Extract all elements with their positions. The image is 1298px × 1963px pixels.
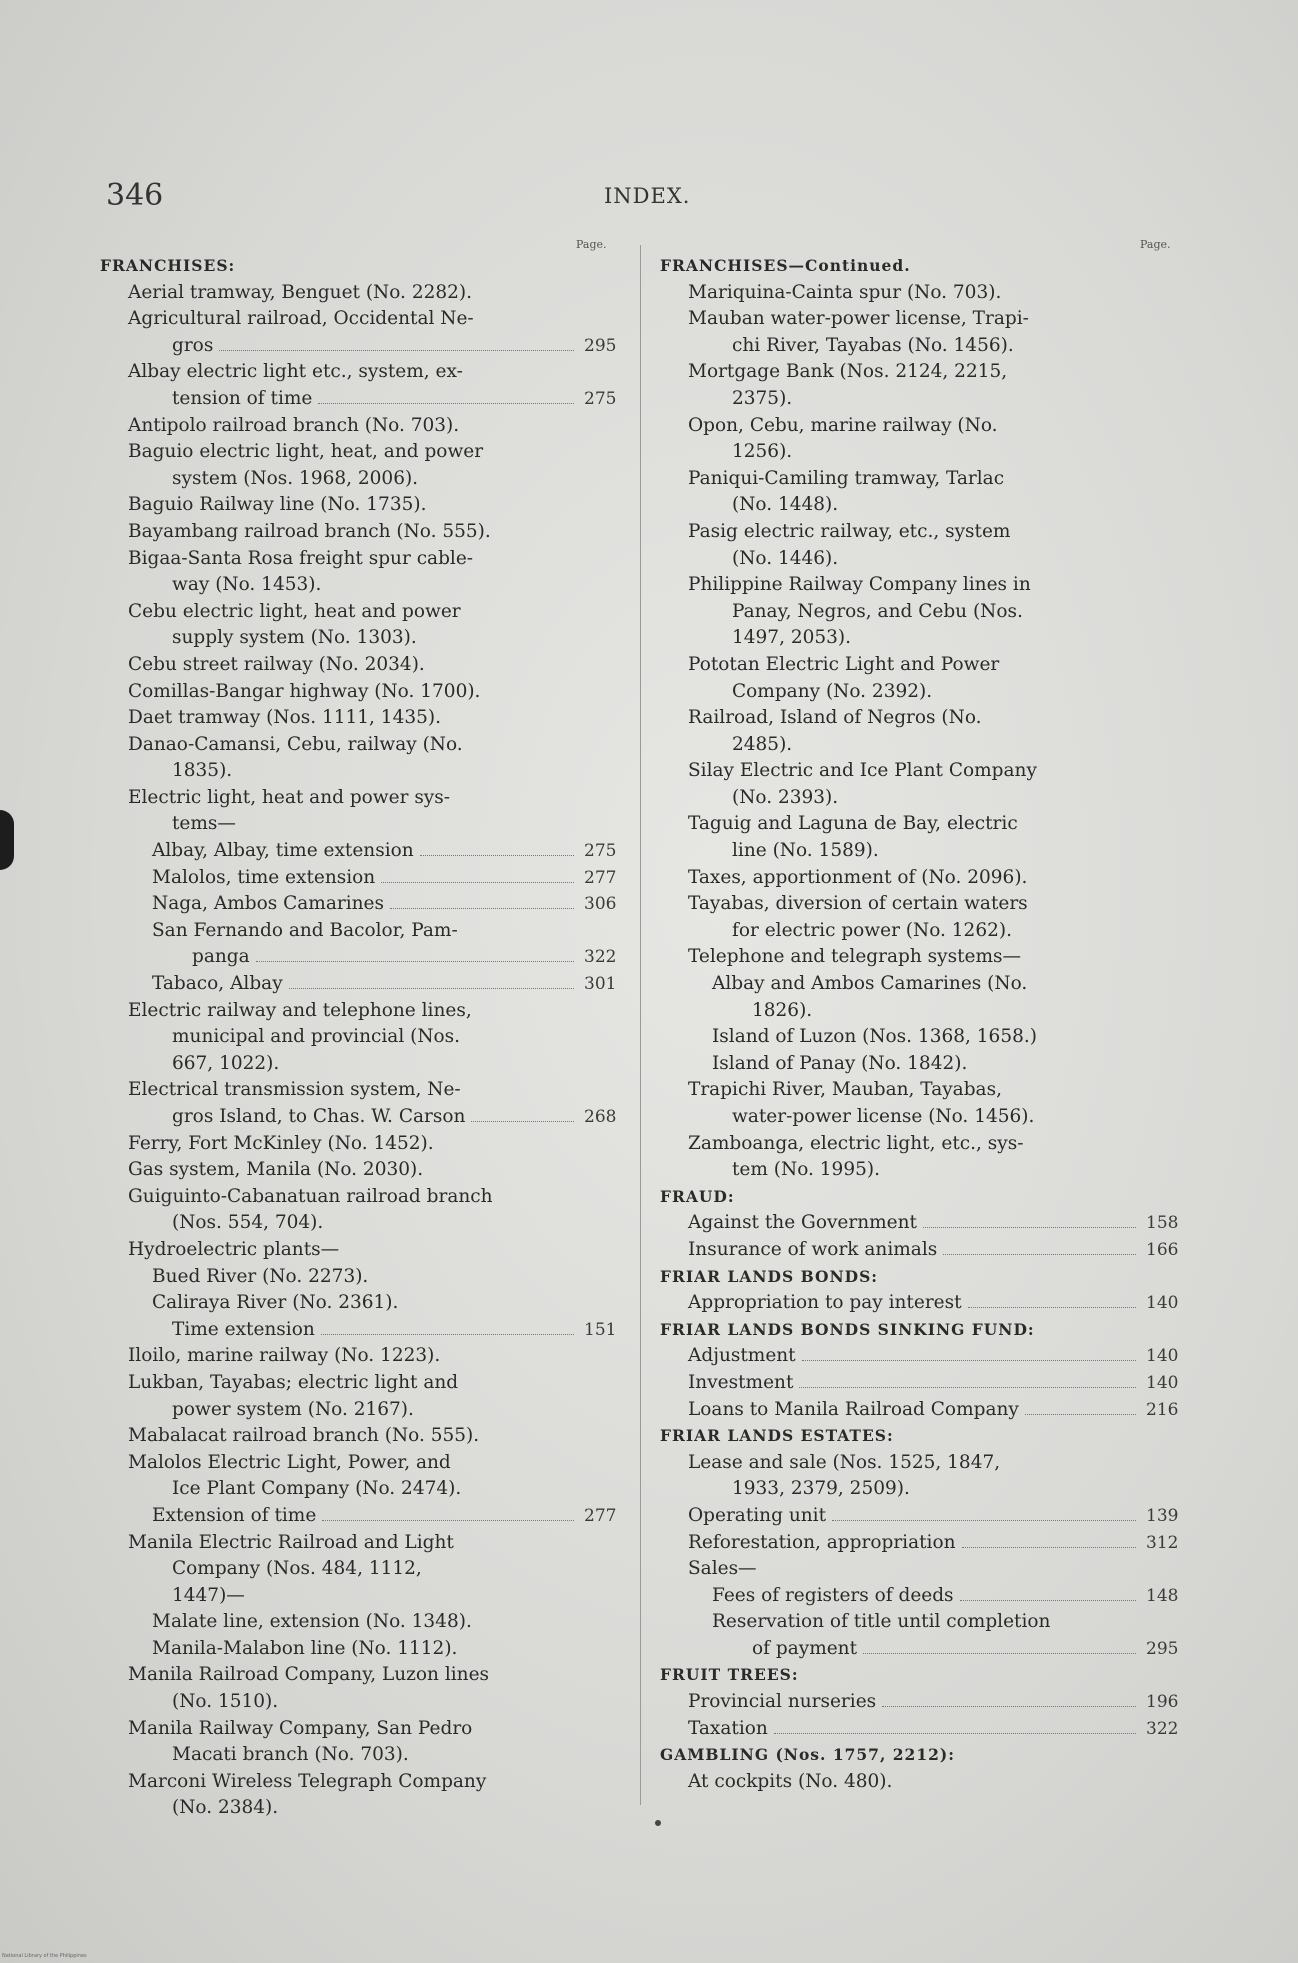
entry-text: Electric railway and telephone lines, xyxy=(128,999,472,1021)
index-entry xyxy=(660,1583,1190,1610)
entry-text: Ice Plant Company (No. 2474). xyxy=(172,1478,462,1500)
index-entry xyxy=(100,625,630,652)
index-entry xyxy=(660,865,1190,892)
index-heading xyxy=(660,1423,1190,1450)
entry-text: Agricultural railroad, Occidental Ne- xyxy=(128,308,474,330)
entry-text: Reservation of title until completion xyxy=(712,1611,1051,1633)
entry-text: Investment xyxy=(688,1371,794,1393)
index-entry xyxy=(660,546,1190,573)
leader-dots xyxy=(471,1120,574,1122)
index-entry xyxy=(660,599,1190,626)
leader-dots xyxy=(390,907,574,909)
index-entry xyxy=(660,492,1190,519)
entry-text: (No. 1448). xyxy=(732,494,839,516)
index-entry xyxy=(100,1662,630,1689)
entry-text: Tayabas, diversion of certain waters xyxy=(688,893,1028,915)
index-entry xyxy=(100,1370,630,1397)
index-heading xyxy=(660,1317,1190,1344)
page-ref: 275 xyxy=(584,388,617,409)
entry-text: Albay, Albay, time extension xyxy=(152,840,414,862)
entry-text: 1835). xyxy=(172,760,233,782)
index-entry xyxy=(100,1290,630,1317)
entry-text: Taguig and Laguna de Bay, electric xyxy=(688,813,1018,835)
index-entry xyxy=(100,1343,630,1370)
index-entry xyxy=(660,1210,1190,1237)
entry-text: Antipolo railroad branch (No. 703). xyxy=(128,414,460,436)
page-ref: 196 xyxy=(1146,1692,1179,1713)
index-entry xyxy=(100,413,630,440)
entry-text: 667, 1022). xyxy=(172,1052,280,1074)
leader-dots xyxy=(256,960,574,962)
index-entry xyxy=(100,1742,630,1769)
entry-text: Bayambang railroad branch (No. 555). xyxy=(128,520,491,542)
index-entry xyxy=(660,652,1190,679)
entry-text: Daet tramway (Nos. 1111, 1435). xyxy=(128,707,441,729)
index-entry xyxy=(660,1716,1190,1743)
index-entry xyxy=(100,944,630,971)
entry-text: FRIAR LANDS BONDS SINKING FUND: xyxy=(660,1319,1035,1339)
page-ref: 268 xyxy=(584,1107,617,1127)
entry-text: FRUIT TREES: xyxy=(660,1665,799,1685)
entry-text: Lukban, Tayabas; electric light and xyxy=(128,1371,459,1393)
entry-text: supply system (No. 1303). xyxy=(172,627,417,649)
index-entry xyxy=(660,466,1190,493)
entry-text: Electric light, heat and power sys- xyxy=(128,786,451,808)
index-entry xyxy=(660,280,1190,307)
page-ref: 140 xyxy=(1146,1293,1179,1314)
leader-dots xyxy=(381,881,574,883)
leader-dots xyxy=(799,1386,1136,1388)
entry-text: gros xyxy=(172,334,214,356)
entry-text: (No. 2393). xyxy=(732,786,839,808)
page-ref: 295 xyxy=(1146,1638,1179,1659)
index-entry xyxy=(660,625,1190,652)
page-ref: 139 xyxy=(1146,1505,1179,1526)
index-entry xyxy=(660,1157,1190,1184)
index-entry xyxy=(100,785,630,812)
scan-smudge xyxy=(0,810,14,870)
entry-text: Lease and sale (Nos. 1525, 1847, xyxy=(688,1451,1001,1473)
index-entry xyxy=(660,359,1190,386)
entry-text: water-power license (No. 1456). xyxy=(732,1106,1035,1127)
entry-text: Fees of registers of deeds xyxy=(712,1584,954,1606)
page-ref: 322 xyxy=(1146,1718,1179,1739)
leader-dots xyxy=(923,1226,1136,1228)
entry-text: tems— xyxy=(172,813,236,835)
index-entry xyxy=(100,1503,630,1530)
entry-text: (No. 1510). xyxy=(172,1691,279,1713)
index-entry xyxy=(100,1264,630,1291)
leader-dots xyxy=(882,1705,1136,1707)
leader-dots xyxy=(219,349,574,351)
entry-text: Trapichi River, Mauban, Tayabas, xyxy=(688,1079,1002,1101)
entry-text: Appropriation to pay interest xyxy=(688,1292,962,1314)
index-entry xyxy=(660,1530,1190,1557)
index-entry xyxy=(660,1636,1190,1663)
entry-text: panga xyxy=(192,946,250,968)
index-entry xyxy=(660,519,1190,546)
index-entry xyxy=(660,1051,1190,1078)
entry-text: chi River, Tayabas (No. 1456). xyxy=(732,334,1014,356)
entry-text: Manila Railroad Company, Luzon lines xyxy=(128,1664,490,1686)
index-entry xyxy=(660,1397,1190,1424)
leader-dots xyxy=(832,1519,1136,1521)
index-entry xyxy=(100,1104,630,1131)
entry-text: Caliraya River (No. 2361). xyxy=(152,1292,399,1314)
index-heading xyxy=(100,253,630,280)
entry-text: Island of Panay (No. 1842). xyxy=(712,1052,968,1074)
index-entry xyxy=(660,413,1190,440)
index-entry xyxy=(100,1051,630,1078)
index-entry xyxy=(660,971,1190,998)
entry-text: Baguio Railway line (No. 1735). xyxy=(128,494,427,516)
entry-text: Naga, Ambos Camarines xyxy=(152,893,384,915)
leader-dots xyxy=(420,854,574,856)
index-entry xyxy=(100,998,630,1025)
index-entry xyxy=(100,679,630,706)
index-entry xyxy=(100,359,630,386)
entry-text: Manila Electric Railroad and Light xyxy=(128,1531,454,1553)
entry-text: 1256). xyxy=(732,441,793,463)
index-entries-left xyxy=(100,253,630,1822)
index-entry xyxy=(660,918,1190,945)
leader-dots xyxy=(863,1652,1136,1654)
leader-dots xyxy=(322,1519,574,1521)
entry-text: Silay Electric and Ice Plant Company xyxy=(688,760,1037,782)
index-entry xyxy=(100,1716,630,1743)
entry-text: Aerial tramway, Benguet (No. 2282). xyxy=(128,281,473,303)
entry-text: for electric power (No. 1262). xyxy=(732,919,1012,941)
entry-text: Manila Railway Company, San Pedro xyxy=(128,1717,473,1739)
index-entry xyxy=(660,1370,1190,1397)
entry-text: Cebu electric light, heat and power xyxy=(128,600,461,622)
index-entry xyxy=(660,1131,1190,1158)
entry-text: Manila-Malabon line (No. 1112). xyxy=(152,1637,458,1659)
entry-text: 1826). xyxy=(752,999,813,1021)
index-entry xyxy=(100,1131,630,1158)
index-entry xyxy=(100,519,630,546)
index-entry xyxy=(100,1317,630,1344)
entry-text: Extension of time xyxy=(152,1504,317,1526)
page-ref: 140 xyxy=(1146,1372,1179,1393)
index-entry xyxy=(660,439,1190,466)
index-entry xyxy=(100,1210,630,1237)
entry-text: Island of Luzon (Nos. 1368, 1658.) xyxy=(712,1026,1037,1048)
leader-dots xyxy=(1025,1413,1136,1415)
entry-text: Philippine Railway Company lines in xyxy=(688,574,1031,596)
entry-text: Malate line, extension (No. 1348). xyxy=(152,1611,472,1633)
running-head: INDEX. xyxy=(604,184,691,208)
entry-text: GAMBLING (Nos. 1757, 2212): xyxy=(660,1745,955,1765)
index-entry xyxy=(660,838,1190,865)
entry-text: FRAUD: xyxy=(660,1186,735,1206)
entry-text: Bigaa-Santa Rosa freight spur cable- xyxy=(128,547,474,569)
page-header xyxy=(0,178,1298,218)
index-entry xyxy=(660,333,1190,360)
page-column-label: Page. xyxy=(576,238,607,251)
entry-text: Time extension xyxy=(172,1318,315,1340)
index-entry xyxy=(100,333,630,360)
index-entry xyxy=(660,1609,1190,1636)
entry-text: FRANCHISES: xyxy=(100,256,236,275)
index-entry xyxy=(100,652,630,679)
entry-text: Telephone and telegraph systems— xyxy=(688,946,1021,968)
entry-text: Electrical transmission system, Ne- xyxy=(128,1079,461,1101)
entry-text: Mabalacat railroad branch (No. 555). xyxy=(128,1425,480,1447)
scan-spot xyxy=(655,1820,661,1826)
leader-dots xyxy=(968,1306,1136,1308)
page-ref: 322 xyxy=(584,947,617,968)
leader-dots xyxy=(289,987,574,989)
index-heading xyxy=(660,1662,1190,1689)
leader-dots xyxy=(321,1333,574,1335)
index-entry xyxy=(660,572,1190,599)
index-entry xyxy=(100,1583,630,1610)
index-entry xyxy=(100,280,630,307)
leader-dots xyxy=(774,1732,1136,1734)
index-entry xyxy=(660,386,1190,413)
entry-text: tem (No. 1995). xyxy=(732,1159,880,1181)
entry-text: FRANCHISES—Continued. xyxy=(660,256,911,275)
index-entry xyxy=(100,758,630,785)
index-entry xyxy=(100,1024,630,1051)
index-entry xyxy=(100,1769,630,1796)
entry-text: FRIAR LANDS BONDS: xyxy=(660,1266,878,1286)
entry-text: Sales— xyxy=(688,1558,757,1580)
entry-text: 1497, 2053). xyxy=(732,627,852,649)
entry-text: Taxation xyxy=(688,1717,768,1739)
index-entry xyxy=(100,865,630,892)
entry-text: Danao-Camansi, Cebu, railway (No. xyxy=(128,733,463,755)
index-entry xyxy=(100,1077,630,1104)
leader-dots xyxy=(960,1599,1136,1601)
entry-text: tension of time xyxy=(172,387,313,409)
page-ref: 277 xyxy=(584,1505,617,1526)
index-entry xyxy=(100,492,630,519)
entry-text: Pototan Electric Light and Power xyxy=(688,653,1000,675)
index-entry xyxy=(100,971,630,998)
index-entry xyxy=(100,1423,630,1450)
page-ref: 275 xyxy=(584,841,617,862)
index-entry xyxy=(100,811,630,838)
index-entry xyxy=(100,1556,630,1583)
page-column-label: Page. xyxy=(1140,238,1171,251)
entry-text: 1933, 2379, 2509). xyxy=(732,1478,910,1500)
entry-text: system (Nos. 1968, 2006). xyxy=(172,467,419,489)
index-entry xyxy=(660,1503,1190,1530)
index-entry xyxy=(100,546,630,573)
entry-text: (No. 2384). xyxy=(172,1797,279,1819)
index-heading xyxy=(660,253,1190,280)
index-entry xyxy=(100,386,630,413)
column-divider xyxy=(640,245,641,1805)
index-entry xyxy=(100,891,630,918)
entry-text: Company (No. 2392). xyxy=(732,680,933,702)
index-entry xyxy=(660,732,1190,759)
index-heading xyxy=(660,1184,1190,1211)
index-entry xyxy=(660,705,1190,732)
index-entry xyxy=(100,838,630,865)
page-ref: 295 xyxy=(584,335,617,356)
index-entry xyxy=(100,1237,630,1264)
entry-text: way (No. 1453). xyxy=(172,574,322,596)
entry-text: municipal and provincial (Nos. xyxy=(172,1026,461,1048)
entry-text: Cebu street railway (No. 2034). xyxy=(128,653,425,675)
entry-text: Reforestation, appropriation xyxy=(688,1531,956,1553)
index-entry xyxy=(100,1450,630,1477)
entry-text: Insurance of work animals xyxy=(688,1238,938,1260)
index-entry xyxy=(100,918,630,945)
entry-text: Iloilo, marine railway (No. 1223). xyxy=(128,1345,441,1367)
entry-text: Taxes, apportionment of (No. 2096). xyxy=(688,866,1028,888)
entry-text: Mariquina-Cainta spur (No. 703). xyxy=(688,281,1002,303)
index-entry xyxy=(660,306,1190,333)
index-entry xyxy=(660,785,1190,812)
entry-text: of payment xyxy=(752,1637,858,1659)
entry-text: (Nos. 554, 704). xyxy=(172,1212,324,1234)
index-entry xyxy=(100,439,630,466)
entry-text: Malolos Electric Light, Power, and xyxy=(128,1451,451,1473)
index-entry xyxy=(100,572,630,599)
entry-text: Guiguinto-Cabanatuan railroad branch xyxy=(128,1185,493,1207)
entry-text: Macati branch (No. 703). xyxy=(172,1744,409,1766)
index-entry xyxy=(660,1104,1190,1131)
index-entry xyxy=(100,466,630,493)
entry-text: At cockpits (No. 480). xyxy=(688,1770,893,1792)
index-entry xyxy=(660,944,1190,971)
index-entry xyxy=(660,1343,1190,1370)
index-entry xyxy=(660,758,1190,785)
entry-text: Mortgage Bank (Nos. 2124, 2215, xyxy=(688,361,1008,383)
page-ref: 151 xyxy=(584,1319,617,1340)
entry-text: (No. 1446). xyxy=(732,547,839,569)
entry-text: Mauban water-power license, Trapi- xyxy=(688,308,1029,330)
index-entry xyxy=(100,1530,630,1557)
entry-text: Panay, Negros, and Cebu (Nos. xyxy=(732,600,1023,622)
page-ref: 158 xyxy=(1146,1213,1179,1234)
index-entry xyxy=(660,1556,1190,1583)
entry-text: Adjustment xyxy=(688,1345,796,1367)
index-entry xyxy=(100,306,630,333)
entry-text: Operating unit xyxy=(688,1504,827,1526)
index-entry xyxy=(660,1077,1190,1104)
entry-text: Railroad, Island of Negros (No. xyxy=(688,707,982,729)
entry-text: FRIAR LANDS ESTATES: xyxy=(660,1426,894,1446)
entry-text: Provincial nurseries xyxy=(688,1691,877,1713)
page-ref: 306 xyxy=(584,894,617,915)
entry-text: Opon, Cebu, marine railway (No. xyxy=(688,414,998,436)
entry-text: gros Island, to Chas. W. Carson xyxy=(172,1106,466,1127)
index-entry xyxy=(660,1024,1190,1051)
entry-text: San Fernando and Bacolor, Pam- xyxy=(152,919,458,941)
index-entry xyxy=(100,599,630,626)
entry-text: Gas system, Manila (No. 2030). xyxy=(128,1159,424,1181)
index-entry xyxy=(100,1397,630,1424)
index-entry xyxy=(660,1450,1190,1477)
index-entry xyxy=(660,1290,1190,1317)
index-entry xyxy=(100,1476,630,1503)
entry-text: Ferry, Fort McKinley (No. 1452). xyxy=(128,1132,434,1154)
index-heading xyxy=(660,1264,1190,1291)
page-number: 346 xyxy=(106,178,164,213)
entry-text: 2375). xyxy=(732,387,793,409)
page-ref: 301 xyxy=(584,974,617,995)
leader-dots xyxy=(962,1546,1136,1548)
leader-dots xyxy=(943,1253,1136,1255)
index-entry xyxy=(660,811,1190,838)
index-entry xyxy=(100,1184,630,1211)
entry-text: Paniqui-Camiling tramway, Tarlac xyxy=(688,467,1005,489)
index-entry xyxy=(660,679,1190,706)
index-entry xyxy=(100,1795,630,1822)
leader-dots xyxy=(802,1359,1136,1361)
index-entry xyxy=(660,1769,1190,1796)
page-ref: 166 xyxy=(1146,1239,1179,1260)
entry-text: Comillas-Bangar highway (No. 1700). xyxy=(128,680,481,702)
index-entry xyxy=(660,1237,1190,1264)
page-ref: 148 xyxy=(1146,1585,1179,1606)
index-heading xyxy=(660,1742,1190,1769)
entry-text: 1447)— xyxy=(172,1584,245,1606)
footer-credit: National Library of the Philippines xyxy=(2,1953,87,1959)
page-ref: 216 xyxy=(1146,1399,1179,1420)
index-entry xyxy=(660,1476,1190,1503)
entry-text: Bued River (No. 2273). xyxy=(152,1265,369,1287)
index-entry xyxy=(100,1636,630,1663)
index-entry xyxy=(660,998,1190,1025)
entry-text: Pasig electric railway, etc., system xyxy=(688,520,1011,542)
page-ref: 140 xyxy=(1146,1346,1179,1367)
index-entry xyxy=(660,1689,1190,1716)
entry-text: Hydroelectric plants— xyxy=(128,1238,340,1260)
entry-text: Company (Nos. 484, 1112, xyxy=(172,1558,422,1580)
leader-dots xyxy=(318,402,574,404)
page-ref: 312 xyxy=(1146,1532,1179,1553)
entry-text: Marconi Wireless Telegraph Company xyxy=(128,1770,487,1792)
index-entry xyxy=(100,705,630,732)
entry-text: Baguio electric light, heat, and power xyxy=(128,441,484,463)
entry-text: Loans to Manila Railroad Company xyxy=(688,1398,1019,1420)
entry-text: Zamboanga, electric light, etc., sys- xyxy=(688,1132,1024,1154)
index-entries-right xyxy=(660,253,1190,1795)
entry-text: 2485). xyxy=(732,733,793,755)
entry-text: Malolos, time extension xyxy=(152,866,376,888)
entry-text: power system (No. 2167). xyxy=(172,1398,414,1420)
index-entry xyxy=(100,1157,630,1184)
index-entry xyxy=(100,1689,630,1716)
entry-text: line (No. 1589). xyxy=(732,840,879,862)
page-ref: 277 xyxy=(584,867,617,888)
index-entry xyxy=(100,1609,630,1636)
entry-text: Albay electric light etc., system, ex- xyxy=(128,361,463,383)
entry-text: Albay and Ambos Camarines (No. xyxy=(712,973,1028,995)
index-entry xyxy=(100,732,630,759)
entry-text: Tabaco, Albay xyxy=(152,973,283,995)
index-entry xyxy=(660,891,1190,918)
entry-text: Against the Government xyxy=(688,1212,917,1234)
